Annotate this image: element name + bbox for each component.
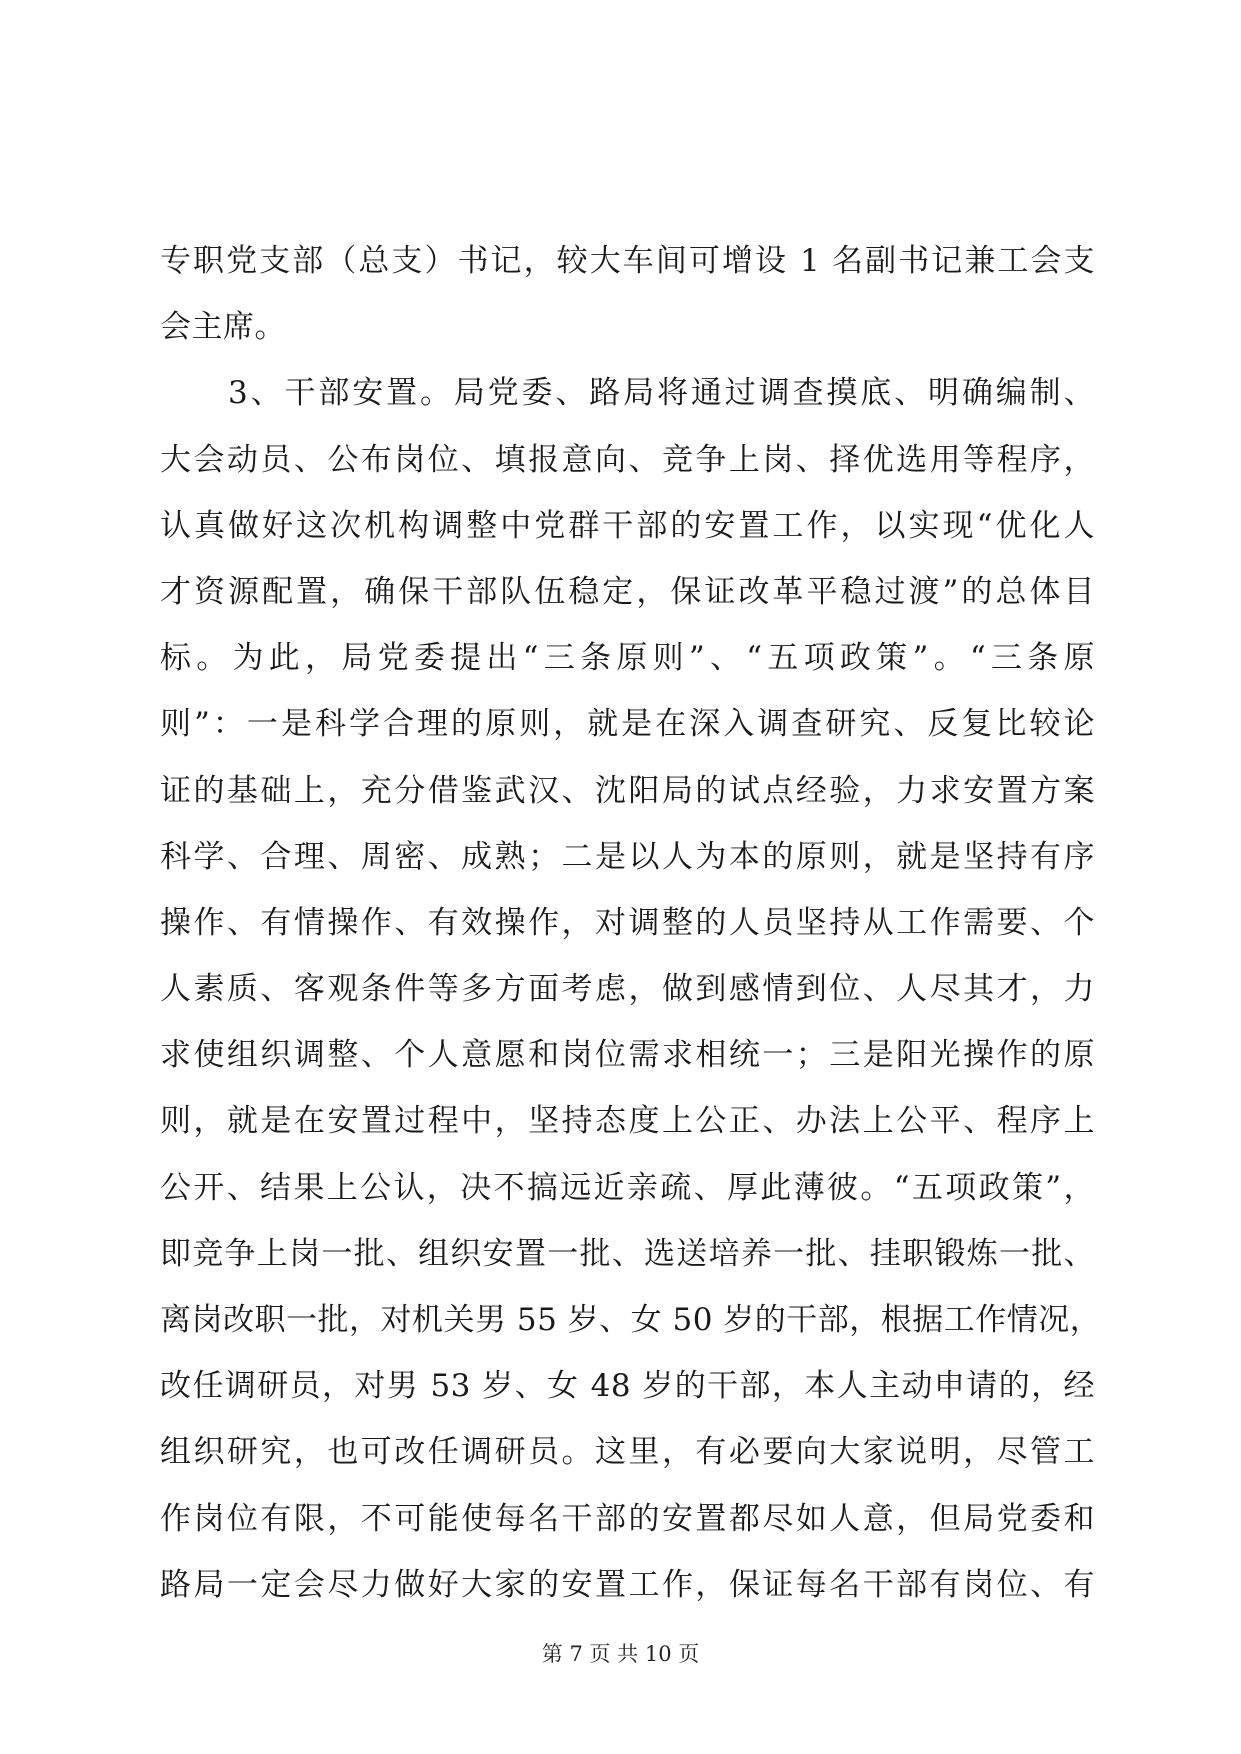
paragraph-heading-line: 3、干部安置。局党委、路局将通过调查摸底、明确编制、 (228, 375, 1095, 412)
text-line: 离岗改职一批，对机关男 55 岁、女 50 岁的干部，根据工作情况， (160, 1302, 1102, 1338)
text-line: 会主席。 (160, 309, 286, 346)
text-line: 则”：一是科学合理的原则，就是在深入调查研究、反复比较论 (160, 706, 1095, 743)
text-line: 路局一定会尽力做好大家的安置工作，保证每名干部有岗位、有 (160, 1566, 1095, 1603)
text-line: 求使组织调整、个人意愿和岗位需求相统一；三是阳光操作的原 (160, 1037, 1095, 1074)
text-line: 才资源配置，确保干部队伍稳定，保证改革平稳过渡”的总体目 (160, 573, 1095, 610)
text-line: 则，就是在安置过程中，坚持态度上公正、办法上公平、程序上 (160, 1103, 1095, 1140)
text-line: 专职党支部（总支）书记，较大车间可增设 1 名副书记兼工会支 (160, 243, 1095, 279)
text-line: 证的基础上，充分借鉴武汉、沈阳局的试点经验，力求安置方案 (160, 772, 1095, 809)
text-line: 人素质、客观条件等多方面考虑，做到感情到位、人尽其才，力 (160, 971, 1095, 1008)
text-line: 组织研究，也可改任调研员。这里，有必要向大家说明，尽管工 (160, 1434, 1095, 1471)
text-line: 标。为此，局党委提出“三条原则”、“五项政策”。“三条原 (160, 640, 1095, 677)
text-line: 大会动员、公布岗位、填报意向、竞争上岗、择优选用等程序， (160, 441, 1095, 478)
text-line: 公开、结果上公认，决不搞远近亲疏、厚此薄彼。“五项政策”， (160, 1169, 1095, 1206)
text-line: 操作、有情操作、有效操作，对调整的人员坚持从工作需要、个 (160, 904, 1095, 941)
body-text (160, 228, 1102, 1618)
text-line: 即竞争上岗一批、组织安置一批、选送培养一批、挂职锻炼一批、 (160, 1235, 1095, 1272)
text-line: 改任调研员，对男 53 岁、女 48 岁的干部，本人主动申请的，经 (160, 1368, 1095, 1405)
page-footer: 第 7 页 共 10 页 (541, 1642, 700, 1666)
text-line: 作岗位有限，不可能使每名干部的安置都尽如人意，但局党委和 (160, 1500, 1095, 1537)
text-line: 科学、合理、周密、成熟；二是以人为本的原则，就是坚持有序 (160, 838, 1095, 875)
text-line: 认真做好这次机构调整中党群干部的安置工作，以实现“优化人 (160, 507, 1095, 544)
